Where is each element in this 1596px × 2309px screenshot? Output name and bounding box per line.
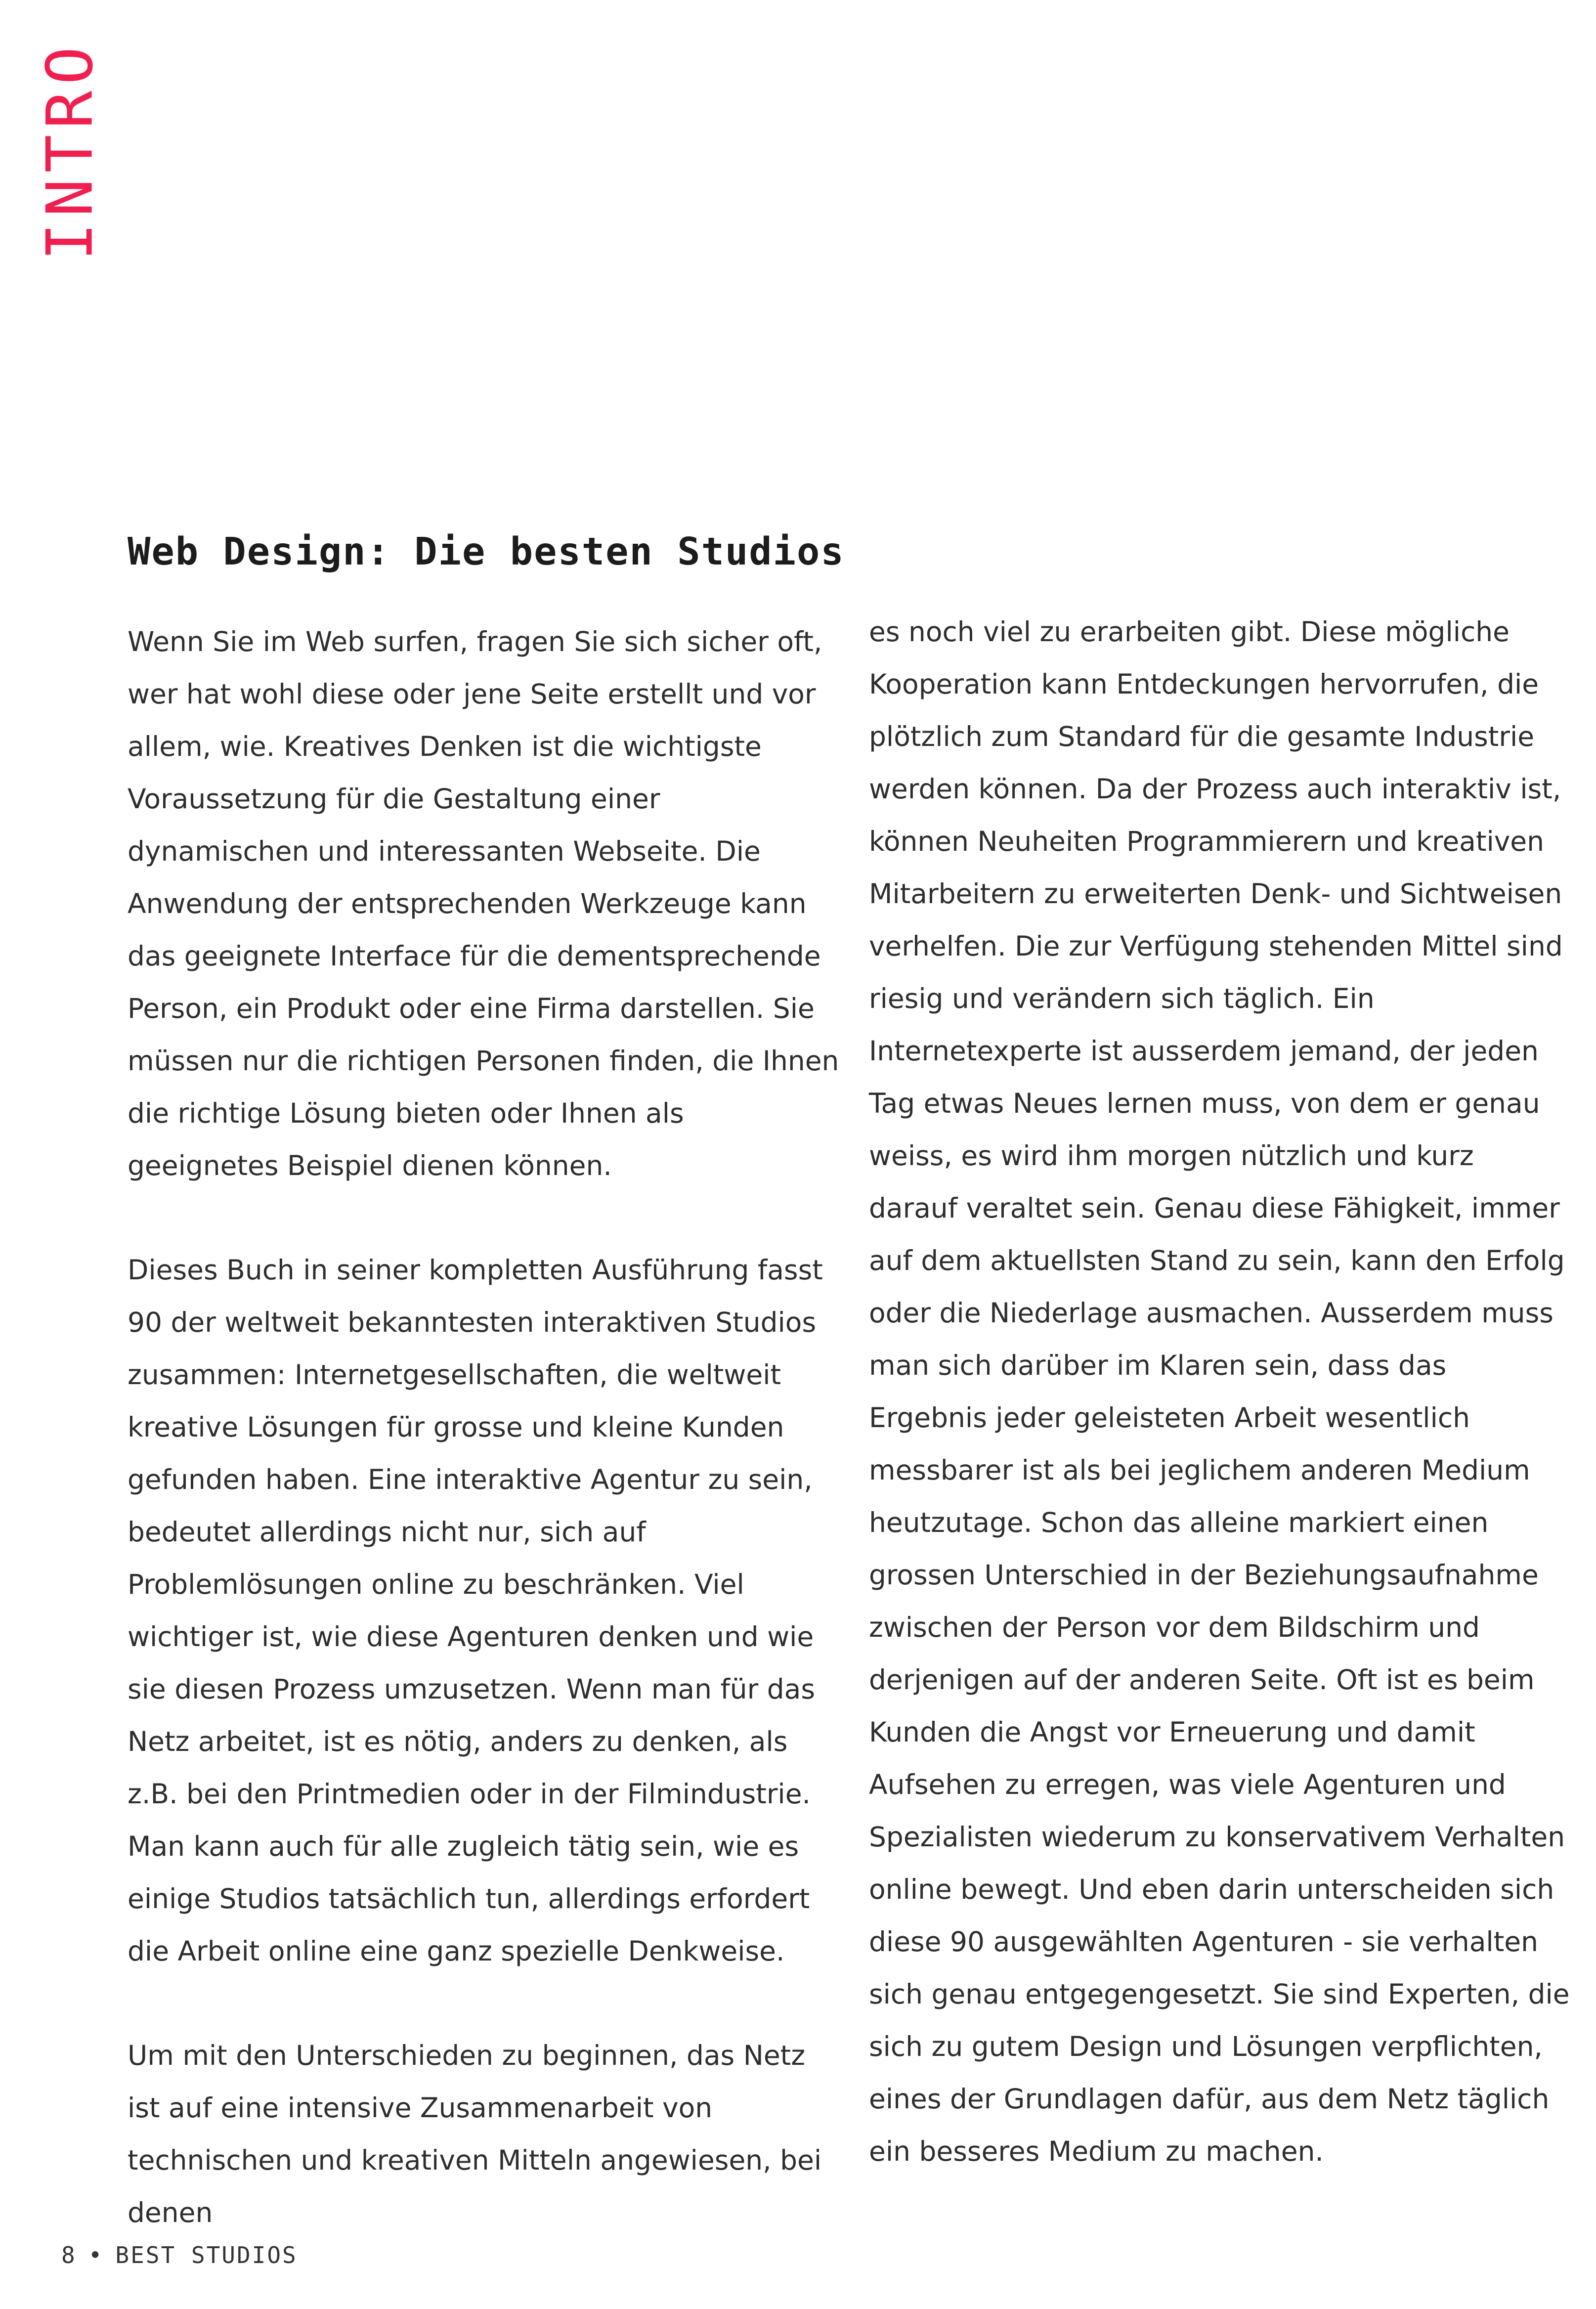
book-title: BEST STUDIOS	[115, 2242, 298, 2268]
paragraph-intro: Wenn Sie im Web surfen, fragen Sie sich sicher oft, wer hat wohl diese oder jene Seite erstellt und vor allem, wie. Kreatives Denken ist die wichtigste Voraussetzung für die Gestaltung einer dynamischen und interessanten Webseite. Die Anwendung der entsprechenden Werkzeuge kann das geeignete Interface für die dementsprechende Person, ein Produkt oder eine Firma darstellen. Sie müssen nur die richtigen Personen finden, die Ihnen die richtige Lösung bieten oder Ihnen als geeignetes Beispiel dienen können.	[128, 626, 839, 1181]
page-number: 8	[61, 2242, 77, 2268]
page-title: Web Design: Die besten Studios	[128, 530, 845, 574]
section-tag	[33, 35, 107, 267]
paragraph-differences: Um mit den Unterschieden zu beginnen, das Netz ist auf eine intensive Zusammenarbeit von technischen und kreativen Mitteln angewiesen, bei denen	[128, 2040, 822, 2228]
section-tag-label: INTRO	[33, 41, 107, 261]
footer-separator: •	[88, 2242, 104, 2268]
left-column	[128, 615, 839, 2239]
page-footer	[61, 2242, 298, 2268]
paragraph-book: Dieses Buch in seiner kompletten Ausführung fasst 90 der weltweit bekanntesten interaktiven Studios zusammen: Internetgesellschaften, die weltweit kreative Lösungen für grosse und kleine Kunden gefunden haben. Eine interaktive Agentur zu sein, bedeutet allerdings nicht nur, sich auf Problemlösungen online zu beschränken. Viel wichtiger ist, wie diese Agenturen denken und wie sie diesen Prozess umzusetzen. Wenn man für das Netz arbeitet, ist es nötig, anders zu denken, als z.B. bei den Printmedien oder in der Filmindustrie. Man kann auch für alle zugleich tätig sein, wie es einige Studios tatsächlich tun, allerdings erfordert die Arbeit online eine ganz spezielle Denkweise.	[128, 1254, 823, 1967]
right-column	[869, 606, 1571, 2178]
paragraph-continuation: es noch viel zu erarbeiten gibt. Diese mögliche Kooperation kann Entdeckungen hervorrufen, die plötzlich zum Standard für die gesamte Industrie werden können. Da der Prozess auch interaktiv ist, können Neuheiten Programmierern und kreativen Mitarbeitern zu erweiterten Denk- und Sichtweisen verhelfen. Die zur Verfügung stehenden Mittel sind riesig und verändern sich täglich. Ein Internetexperte ist ausserdem jemand, der jeden Tag etwas Neues lernen muss, von dem er genau weiss, es wird ihm morgen nützlich und kurz darauf veraltet sein. Genau diese Fähigkeit, immer auf dem aktuellsten Stand zu sein, kann den Erfolg oder die Niederlage ausmachen. Ausserdem muss man sich darüber im Klaren sein, dass das Ergebnis jeder geleisteten Arbeit wesentlich messbarer ist als bei jeglichem anderen Medium heutzutage. Schon das alleine markiert einen grossen Unterschied in der Beziehungsaufnahme zwischen der Person vor dem Bildschirm und derjenigen auf der anderen Seite. Oft ist es beim Kunden die Angst vor Erneuerung und damit Aufsehen zu erregen, was viele Agenturen und Spezialisten wiederum zu konservativem Verhalten online bewegt. Und eben darin unterscheiden sich diese 90 ausgewählten Agenturen - sie verhalten sich genau entgegengesetzt. Sie sind Experten, die sich zu gutem Design und Lösungen verpflichten, eines der Grundlagen dafür, aus dem Netz täglich ein besseres Medium zu machen.	[869, 616, 1570, 2167]
